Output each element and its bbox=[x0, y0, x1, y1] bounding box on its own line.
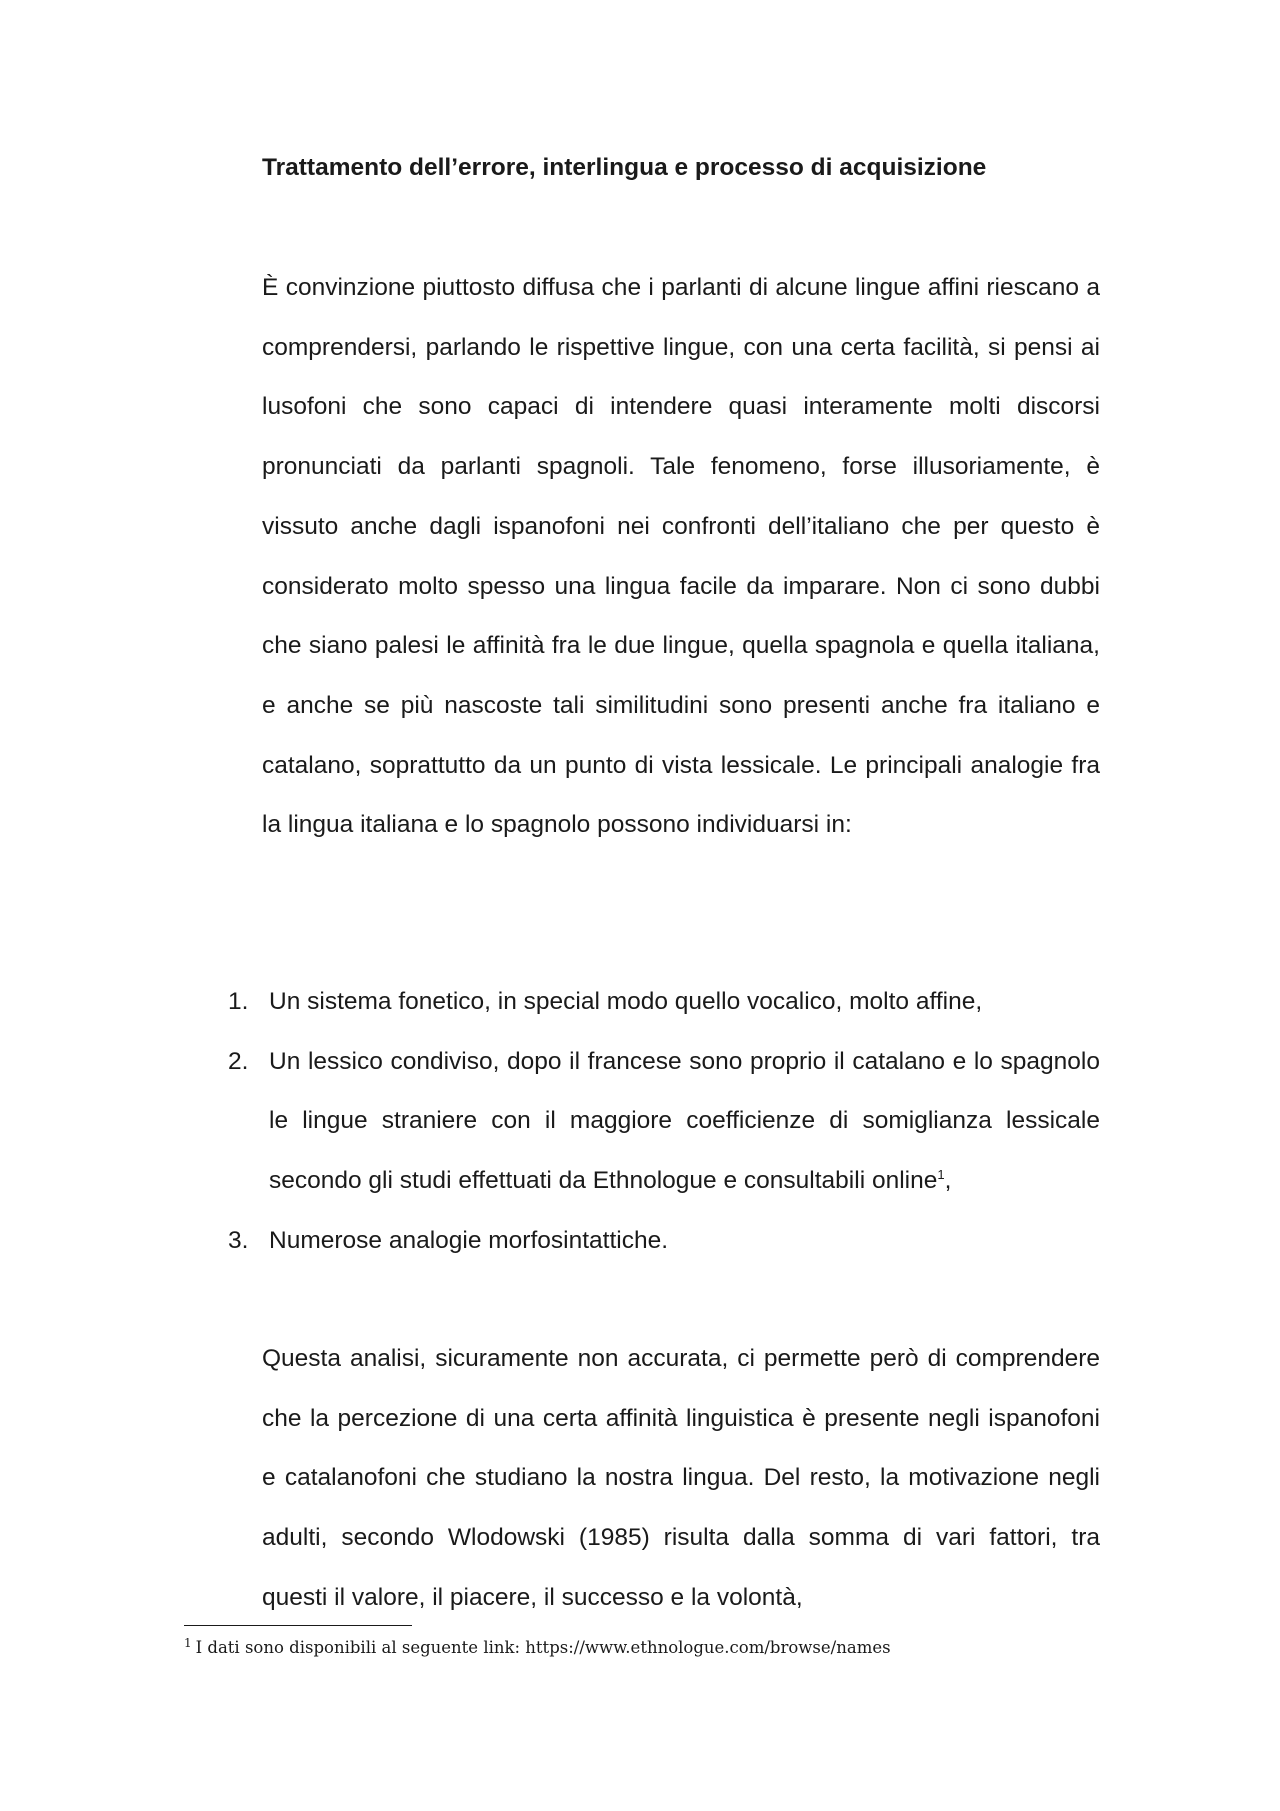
footnote-separator bbox=[184, 1625, 412, 1626]
list-item bbox=[228, 1032, 1100, 1211]
list-item-trailing: , bbox=[944, 1167, 952, 1195]
footnote-marker: 1 bbox=[184, 1635, 192, 1650]
list-item-text: Numerose analogie morfosintattiche. bbox=[269, 1226, 669, 1254]
list-item bbox=[228, 1211, 1100, 1271]
list-item-number: 1. bbox=[228, 988, 249, 1015]
list-item-text: Un lessico condiviso, dopo il francese sono proprio il catalano e lo spagnolo le lingue straniere con il maggiore coefficienze di somiglianza lessicale secondo gli studi effettuati da Ethnologue e consultabili online bbox=[269, 1047, 1100, 1195]
analogies-list bbox=[228, 972, 1100, 1271]
document-title: Trattamento dell’errore, interlingua e processo di acquisizione bbox=[262, 154, 987, 181]
paragraph-analysis: Questa analisi, sicuramente non accurata, ci permette però di comprendere che la percezione di una certa affinità linguistica è presente negli ispanofoni e catalanofoni che studiano la nostra lingua. Del resto, la motivazione negli adulti, secondo Wlodowski (1985) risulta dalla somma di vari fattori, tra questi il valore, il piacere, il successo e la volontà, bbox=[262, 1345, 1100, 1611]
list-item bbox=[228, 972, 1100, 1032]
paragraph-intro: È convinzione piuttosto diffusa che i parlanti di alcune lingue affini riescano a comprendersi, parlando le rispettive lingue, con una certa facilità, si pensi ai lusofoni che sono capaci di intendere quasi interamente molti discorsi pronunciati da parlanti spagnoli. Tale fenomeno, forse illusoriamente, è vissuto anche dagli ispanofoni nei confronti dell’italiano che per questo è considerato molto spesso una lingua facile da imparare. Non ci sono dubbi che siano palesi le affinità fra le due lingue, quella spagnola e quella italiana, e anche se più nascoste tali similitudini sono presenti anche fra italiano e catalano, soprattutto da un punto di vista lessicale. Le principali analogie fra la lingua italiana e lo spagnolo possono individuarsi in: bbox=[262, 274, 1100, 839]
footnote-reference[interactable]: 1 bbox=[937, 1166, 945, 1182]
footnote-text: I dati sono disponibili al seguente link: https://www.ethnologue.com/browse/names bbox=[195, 1638, 891, 1657]
list-item-number: 3. bbox=[228, 1226, 249, 1254]
footnote bbox=[184, 1636, 1084, 1660]
list-item-text: Un sistema fonetico, in special modo quello vocalico, molto affine, bbox=[269, 988, 983, 1015]
list-item-number: 2. bbox=[228, 1047, 249, 1075]
